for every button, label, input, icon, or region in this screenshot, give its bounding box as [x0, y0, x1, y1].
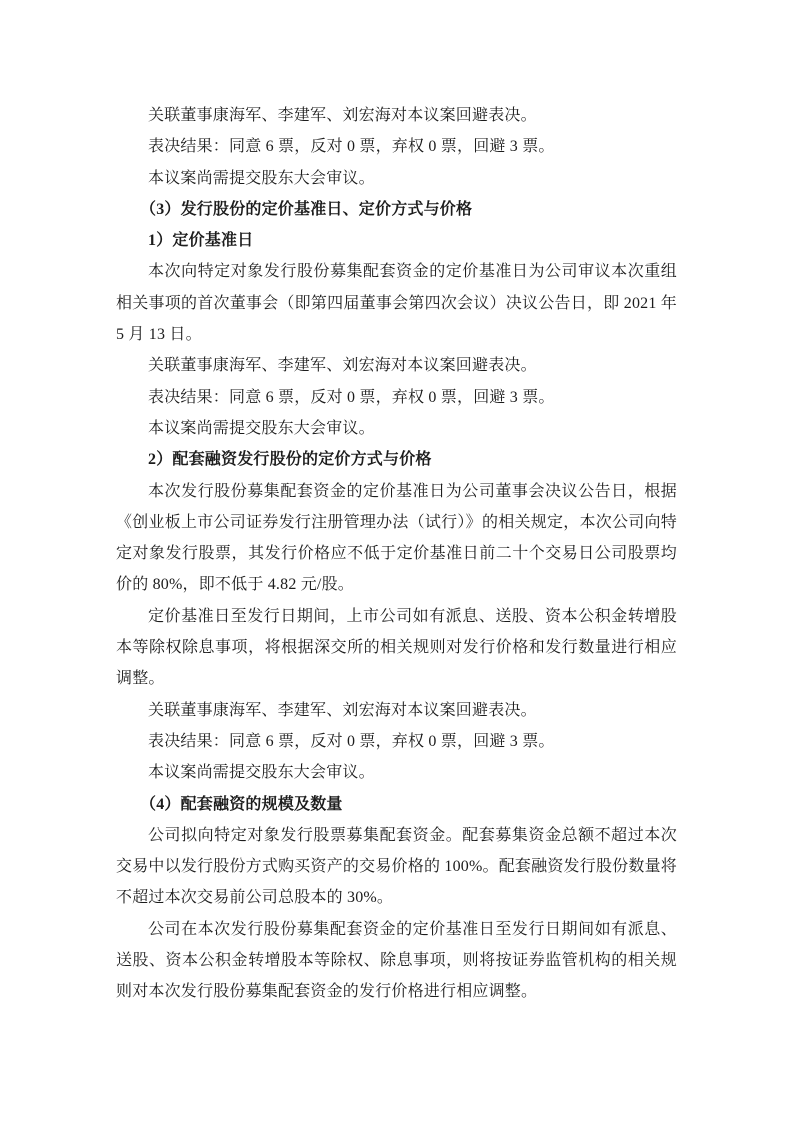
- body-paragraph: 表决结果：同意 6 票，反对 0 票，弃权 0 票，回避 3 票。: [148, 138, 555, 156]
- section-heading: 2）配套融资发行股份的定价方式与价格: [148, 451, 432, 469]
- section-heading: （3）发行股份的定价基准日、定价方式与价格: [140, 200, 473, 218]
- body-paragraph: 公司拟向特定对象发行股票募集配套资金。配套募集资金总额不超过本次交易中以发行股份方式购买资产的交易价格的 100%。配套融资发行股份数量将不超过本次交易前公司总股本的 30%。: [116, 826, 677, 907]
- body-paragraph: 表决结果：同意 6 票，反对 0 票，弃权 0 票，回避 3 票。: [148, 388, 555, 406]
- section-heading: 1）定价基准日: [148, 232, 254, 250]
- section-heading: （4）配套融资的规模及数量: [140, 795, 343, 813]
- body-paragraph: 本次向特定对象发行股份募集配套资金的定价基准日为公司审议本次重组相关事项的首次董事会（即第四届董事会第四次会议）决议公告日，即 2021 年 5 月 13 日。: [116, 263, 677, 344]
- body-paragraph: 定价基准日至发行日期间，上市公司如有派息、送股、资本公积金转增股本等除权除息事项，将根据深交所的相关规则对发行价格和发行数量进行相应调整。: [116, 607, 677, 688]
- body-paragraph: 本议案尚需提交股东大会审议。: [148, 764, 375, 782]
- body-paragraph: 公司在本次发行股份募集配套资金的定价基准日至发行日期间如有派息、送股、资本公积金转增股本等除权、除息事项，则将按证券监管机构的相关规则对本次发行股份募集配套资金的发行价格进行相应调整。: [116, 920, 677, 1001]
- document-content: [116, 100, 677, 1008]
- body-paragraph: 本议案尚需提交股东大会审议。: [148, 169, 375, 187]
- body-paragraph: 本次发行股份募集配套资金的定价基准日为公司董事会决议公告日，根据《创业板上市公司证券发行注册管理办法（试行）》的相关规定，本次公司向特定对象发行股票，其发行价格应不低于定价基准日前二十个交易日公司股票均价的 80%，即不低于 4.82 元/股。: [116, 482, 677, 594]
- body-paragraph: 关联董事康海军、李建军、刘宏海对本议案回避表决。: [148, 701, 537, 719]
- body-paragraph: 关联董事康海军、李建军、刘宏海对本议案回避表决。: [148, 107, 537, 124]
- body-paragraph: 本议案尚需提交股东大会审议。: [148, 419, 375, 437]
- body-paragraph: 关联董事康海军、李建军、刘宏海对本议案回避表决。: [148, 357, 537, 375]
- body-paragraph: 表决结果：同意 6 票，反对 0 票，弃权 0 票，回避 3 票。: [148, 732, 555, 750]
